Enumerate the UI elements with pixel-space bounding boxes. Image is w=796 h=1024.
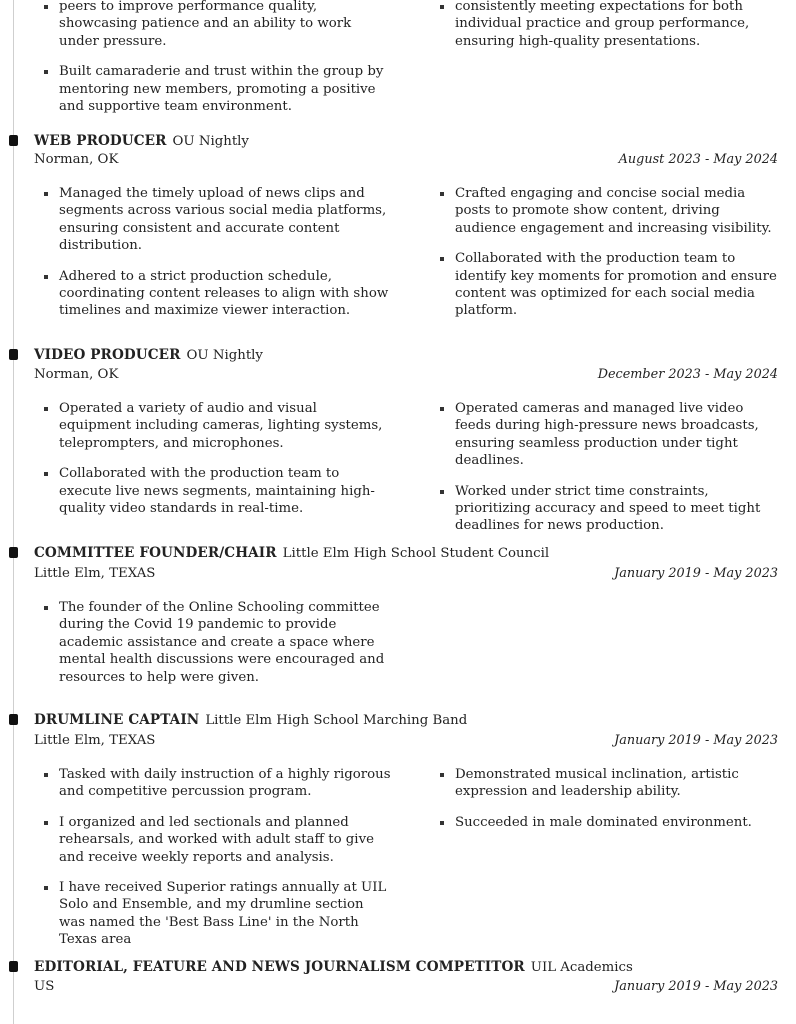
entry-organization: UIL Academics — [530, 960, 633, 975]
entry-left-list — [34, 185, 392, 333]
entry-location: US — [34, 979, 55, 994]
entry-heading — [34, 133, 249, 150]
entry-heading — [34, 959, 633, 976]
list-item: Adhered to a strict production schedule, coordinating content releases to align with show timelines and maximize viewer interaction. — [34, 268, 392, 320]
entry-location: Little Elm, TEXAS — [34, 733, 156, 748]
entry-organization: Little Elm High School Student Council — [282, 546, 550, 561]
list-item: Operated cameras and managed live video feeds during high-pressure news broadcasts, ensuring seamless production under tight deadlines. — [430, 400, 780, 470]
entry-dates: December 2023 - May 2024 — [597, 367, 778, 382]
entry-dates: January 2019 - May 2023 — [614, 979, 778, 994]
entry-location: Little Elm, TEXAS — [34, 566, 156, 581]
entry-heading — [34, 545, 549, 562]
list-item: Managed the timely upload of news clips and segments across various social media platforms, ensuring consistent and accurate content distribution. — [34, 185, 392, 255]
entry-dates: January 2019 - May 2023 — [614, 566, 778, 581]
list-item: consistently meeting expectations for both individual practice and group performance, ensuring high-quality presentations. — [430, 0, 780, 50]
list-item: peers to improve performance quality, showcasing patience and an ability to work under pressure. — [34, 0, 392, 50]
entry-dates: January 2019 - May 2023 — [614, 733, 778, 748]
entry-role: VIDEO PRODUCER — [34, 347, 181, 363]
timeline-marker — [9, 349, 18, 360]
entry-left-list — [34, 599, 392, 699]
list-item: Built camaraderie and trust within the group by mentoring new members, promoting a positive and supportive team environment. — [34, 63, 392, 115]
list-item: Collaborated with the production team to identify key moments for promotion and ensure content was optimized for each social media platform. — [430, 250, 780, 320]
list-item: Operated a variety of audio and visual equipment including cameras, lighting systems, teleprompters, and microphones. — [34, 400, 392, 452]
entry-right-list — [430, 185, 780, 333]
list-item: Demonstrated musical inclination, artistic expression and leadership ability. — [430, 766, 780, 801]
list-item: The founder of the Online Schooling committee during the Covid 19 pandemic to provide academic assistance and create a space where mental health discussions were encouraged and resources to help were given. — [34, 599, 392, 686]
entry-dates: August 2023 - May 2024 — [618, 152, 778, 167]
timeline-marker — [9, 547, 18, 558]
entry-left-list — [34, 766, 392, 962]
entry-organization: Little Elm High School Marching Band — [205, 713, 468, 728]
entry-organization: OU Nightly — [186, 348, 263, 363]
entry-right-list — [430, 766, 780, 844]
top-fragment-left-list — [34, 0, 392, 128]
list-item: Tasked with daily instruction of a highly rigorous and competitive percussion program. — [34, 766, 392, 801]
list-item: I organized and led sectionals and planned rehearsals, and worked with adult staff to give and receive weekly reports and analysis. — [34, 814, 392, 866]
entry-role: EDITORIAL, FEATURE AND NEWS JOURNALISM COMPETITOR — [34, 959, 525, 975]
entry-role: WEB PRODUCER — [34, 133, 167, 149]
entry-location: Norman, OK — [34, 367, 119, 382]
entry-organization: OU Nightly — [172, 134, 249, 149]
list-item: Succeeded in male dominated environment. — [430, 814, 780, 831]
entry-left-list — [34, 400, 392, 530]
entry-right-list — [430, 400, 780, 548]
top-fragment-right-list — [430, 0, 780, 63]
entry-role: DRUMLINE CAPTAIN — [34, 712, 200, 728]
timeline-line — [13, 0, 14, 1024]
list-item: Crafted engaging and concise social media posts to promote show content, driving audience engagement and increasing visibility. — [430, 185, 780, 237]
timeline-marker — [9, 961, 18, 972]
entry-heading — [34, 347, 263, 364]
entry-location: Norman, OK — [34, 152, 119, 167]
list-item: I have received Superior ratings annually at UIL Solo and Ensemble, and my drumline section was named the 'Best Bass Line' in the North Texas area — [34, 879, 392, 949]
list-item: Collaborated with the production team to execute live news segments, maintaining high-quality video standards in real-time. — [34, 465, 392, 517]
timeline-marker — [9, 135, 18, 146]
timeline-marker — [9, 714, 18, 725]
entry-heading — [34, 712, 467, 729]
list-item: Worked under strict time constraints, prioritizing accuracy and speed to meet tight deadlines for news production. — [430, 483, 780, 535]
entry-role: COMMITTEE FOUNDER/CHAIR — [34, 545, 277, 561]
